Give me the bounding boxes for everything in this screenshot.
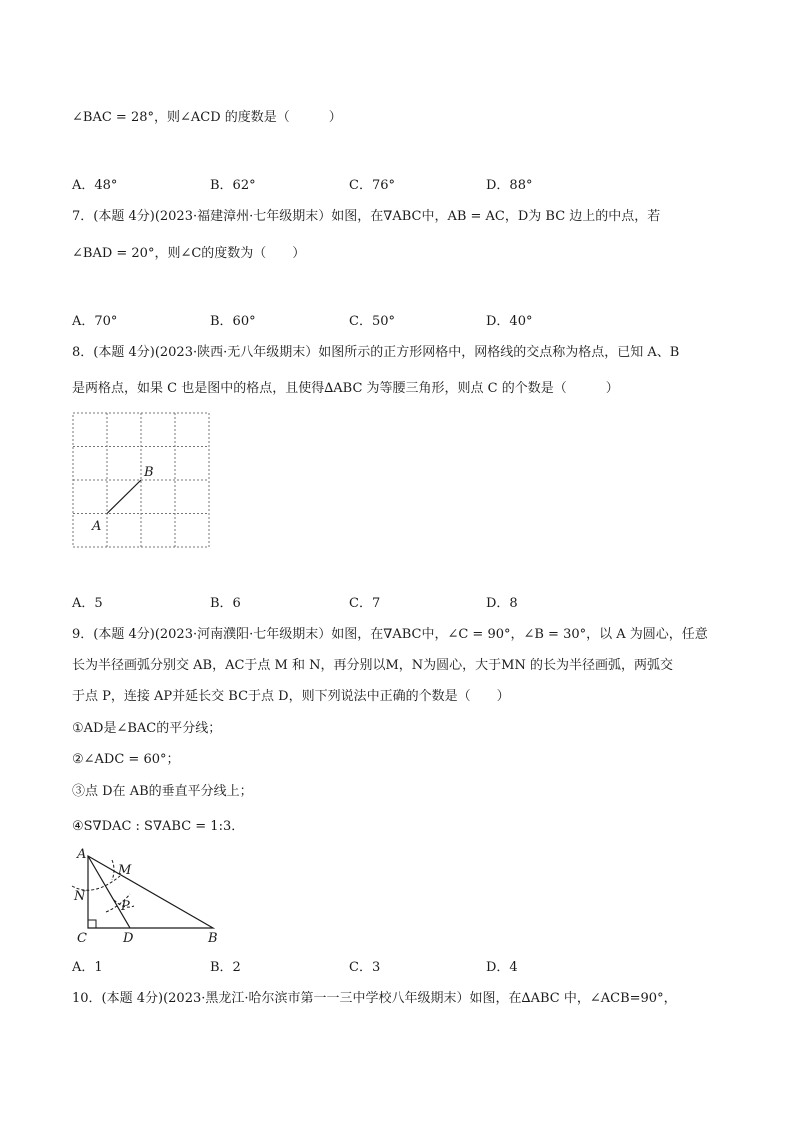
q7-stem-line2: ∠BAD = 20°，则∠C的度数为（ ） (72, 246, 306, 261)
q8-option-c: C．7 (349, 596, 381, 611)
q7-option-b: B．60° (210, 314, 256, 329)
q9-stem-line2: 长为半径画弧分别交 AB，AC于点 M 和 N，再分别以M，N为圆心，大于MN 的长为半径画弧，两弧交 (72, 658, 673, 673)
q10-stem-line1: 10．(本题 4分)(2023·黑龙江·哈尔滨市第一一三中学校八年级期末）如图，在∆ABC 中，∠ACB=90°， (72, 991, 677, 1006)
q9-option-c: C．3 (349, 960, 381, 975)
q9-label-b: B (208, 931, 218, 946)
q9-statement-4: ④S∇DAC : S∇ABC = 1:3． (72, 819, 245, 834)
q9-statement-3: ③点 D在 AB的垂直平分线上； (72, 784, 253, 799)
q8-option-b: B．6 (210, 596, 241, 611)
q8-option-a: A．5 (72, 596, 103, 611)
q9-options (72, 956, 732, 974)
q7-options (72, 310, 732, 328)
q8-options (72, 592, 732, 610)
q6-stem-line2: ∠BAC = 28°，则∠ACD 的度数是（ ） (72, 110, 342, 125)
q6-option-c: C．76° (349, 178, 395, 193)
q8-option-d: D．8 (486, 596, 518, 611)
q8-label-a: A (92, 519, 102, 534)
q6-option-d: D．88° (486, 178, 533, 193)
q9-stem-line3: 于点 P，连接 AP并延长交 BC于点 D，则下列说法中正确的个数是（ ） (72, 689, 510, 704)
q9-label-m: M (118, 863, 132, 878)
q6-option-a: A．48° (72, 178, 118, 193)
q9-label-c: C (77, 931, 87, 946)
q7-option-a: A．70° (72, 314, 118, 329)
q7-option-d: D．40° (486, 314, 533, 329)
q8-stem-line2: 是两格点，如果 C 也是图中的格点，且使得∆ABC 为等腰三角形，则点 C 的个数是（ ） (72, 381, 619, 396)
q6-options (72, 174, 732, 192)
q7-option-c: C．50° (349, 314, 395, 329)
q6-option-b: B．62° (210, 178, 256, 193)
q9-label-p: P (121, 899, 130, 914)
q9-option-a: A．1 (72, 960, 103, 975)
q9-statement-2: ②∠ADC = 60°； (72, 752, 180, 767)
q9-stem-line1: 9．(本题 4分)(2023·河南濮阳·七年级期末）如图，在∇ABC中，∠C = 90°，∠B = 30°，以 A 为圆心，任意 (72, 627, 708, 642)
q8-segment-ab (107, 480, 141, 514)
q9-right-angle-mark (88, 920, 96, 928)
q9-triangle-figure (68, 842, 228, 950)
q8-label-b: B (144, 465, 154, 480)
q9-label-a: A (77, 847, 87, 862)
q8-stem-line1: 8．(本题 4分)(2023·陕西·无八年级期末）如图所示的正方形网格中，网格线的交点称为格点，已知 A、B (72, 345, 680, 360)
q9-statement-1: ①AD是∠BAC的平分线； (72, 721, 222, 736)
q8-grid-figure (70, 410, 212, 550)
q7-stem-line1: 7．(本题 4分)(2023·福建漳州·七年级期末）如图，在∇ABC中，AB = AC，D为 BC 边上的中点，若 (72, 209, 661, 224)
q9-option-b: B．2 (210, 960, 241, 975)
q9-label-d: D (123, 931, 134, 946)
q9-label-n: N (74, 889, 86, 904)
q9-triangle-abc (88, 856, 213, 928)
q9-option-d: D．4 (486, 960, 518, 975)
